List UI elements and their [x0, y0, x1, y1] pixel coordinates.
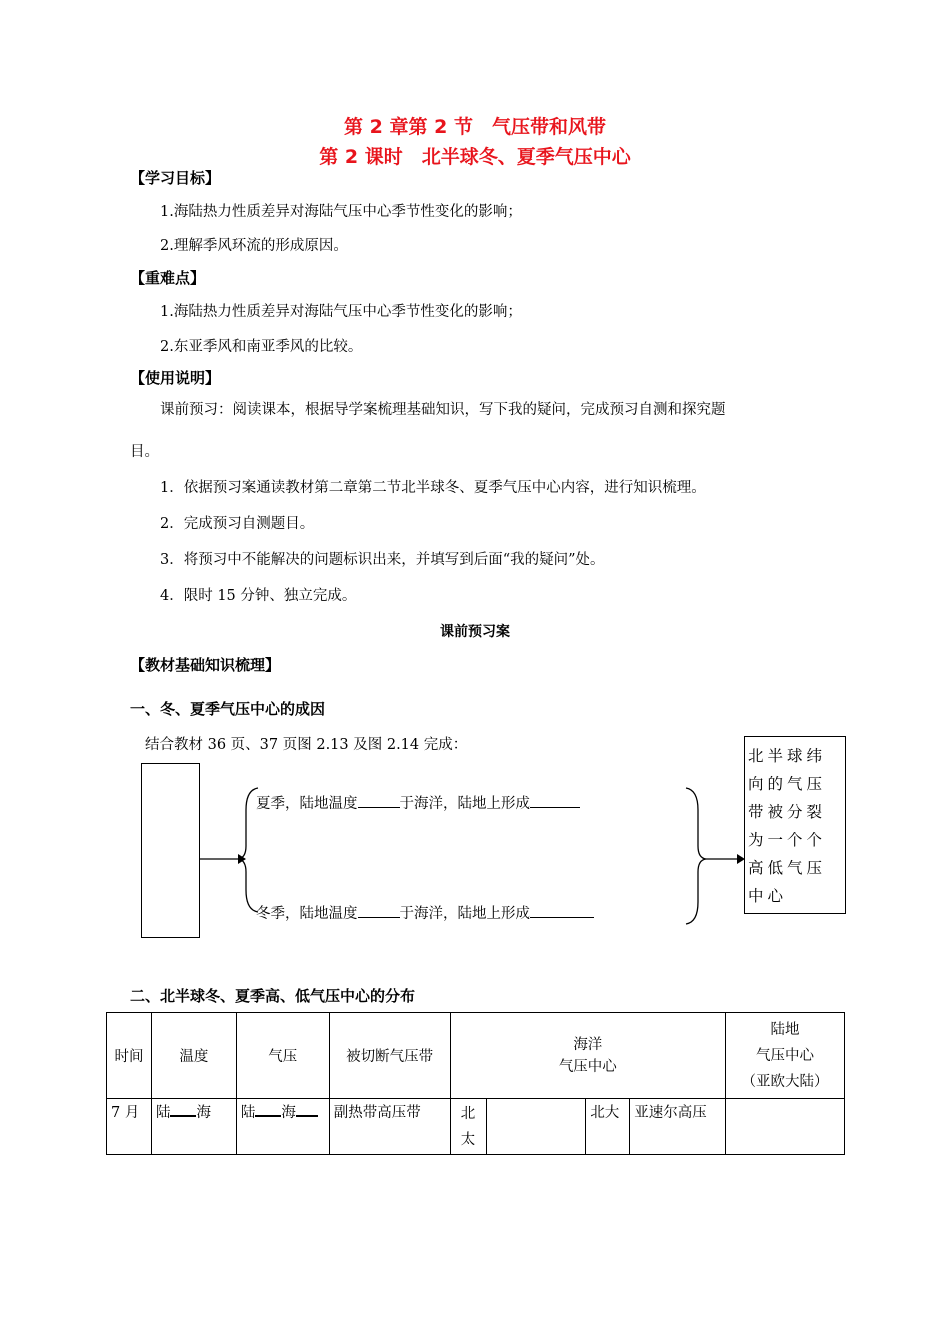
header-ocean: 海洋 气压中心 [450, 1013, 726, 1099]
usage-header: 【使用说明】 [130, 369, 221, 387]
usage-item: 3．将预习中不能解决的问题标识出来，并填写到后面“我的疑问”处。 [160, 552, 605, 568]
cell-ocean1-value[interactable] [486, 1099, 586, 1155]
key-point-item: 2.东亚季风和南亚季风的比较。 [160, 339, 363, 355]
goal-item: 2.理解季风环流的形成原因。 [160, 238, 348, 254]
summer-pressure-blank[interactable] [530, 793, 580, 808]
page-title: 第 2 章第 2 节 气压带和风带 [344, 116, 606, 138]
usage-intro: 课前预习：阅读课本，根据导学案梳理基础知识，写下我的疑问，完成预习自测和探究题 [160, 402, 726, 418]
cell-cut-belt: 副热带高压带 [329, 1099, 450, 1155]
right-brace [686, 788, 706, 924]
section2-title: 二、北半球冬、夏季高、低气压中心的分布 [130, 987, 416, 1005]
goals-header: 【学习目标】 [130, 169, 221, 187]
cell-time: 7 月 [107, 1099, 152, 1155]
knowledge-header: 【教材基础知识梳理】 [130, 656, 281, 674]
winter-temp-blank[interactable] [358, 903, 400, 918]
section1-instruction: 结合教材 36 页、37 页图 2.13 及图 2.14 完成： [145, 737, 468, 753]
header-land: 陆地 气压中心 （亚欧大陆） [726, 1013, 845, 1099]
usage-item: 4．限时 15 分钟、独立完成。 [160, 588, 357, 604]
table-header-row [107, 1013, 845, 1099]
winter-pressure-blank[interactable] [530, 903, 594, 918]
usage-item: 1．依据预习案通读教材第二章第二节北半球冬、夏季气压中心内容，进行知识梳理。 [160, 480, 706, 496]
cell-ocean2-value: 亚速尔高压 [630, 1099, 726, 1155]
left-brace [238, 788, 258, 912]
header-time: 时间 [107, 1013, 152, 1099]
usage-intro-cont: 目。 [130, 444, 159, 460]
pressure-extra-blank[interactable] [296, 1101, 318, 1117]
header-temp: 温度 [151, 1013, 236, 1099]
key-points-header: 【重难点】 [130, 269, 206, 287]
winter-statement: 冬季，陆地温度 于海洋，陆地上形成 [256, 902, 594, 923]
pressure-center-table [106, 1012, 845, 1155]
section1-title: 一、冬、夏季气压中心的成因 [130, 700, 326, 718]
cell-temp: 陆 海 [151, 1099, 236, 1155]
cell-pressure: 陆 海 [236, 1099, 329, 1155]
header-pressure: 气压 [236, 1013, 329, 1099]
result-box-text: 北半球纬向的气压带被分裂为一个个高低气压中心 [748, 747, 827, 905]
goal-item: 1.海陆热力性质差异对海陆气压中心季节性变化的影响； [160, 204, 522, 220]
summer-temp-blank[interactable] [358, 793, 400, 808]
pressure-compare-blank[interactable] [255, 1101, 281, 1117]
table-row [107, 1099, 845, 1155]
summer-statement: 夏季，陆地温度 于海洋，陆地上形成 [256, 792, 580, 813]
usage-item: 2．完成预习自测题目。 [160, 516, 315, 532]
cell-ocean1-label: 北太 [450, 1099, 486, 1155]
preview-heading: 课前预习案 [440, 624, 510, 640]
temp-compare-blank[interactable] [170, 1101, 196, 1117]
page-subtitle: 第 2 课时 北半球冬、夏季气压中心 [319, 146, 631, 168]
cell-land-value[interactable] [726, 1099, 845, 1155]
cell-ocean2-label: 北大 [586, 1099, 630, 1155]
header-cut-belt: 被切断气压带 [329, 1013, 450, 1099]
key-point-item: 1.海陆热力性质差异对海陆气压中心季节性变化的影响； [160, 304, 522, 320]
